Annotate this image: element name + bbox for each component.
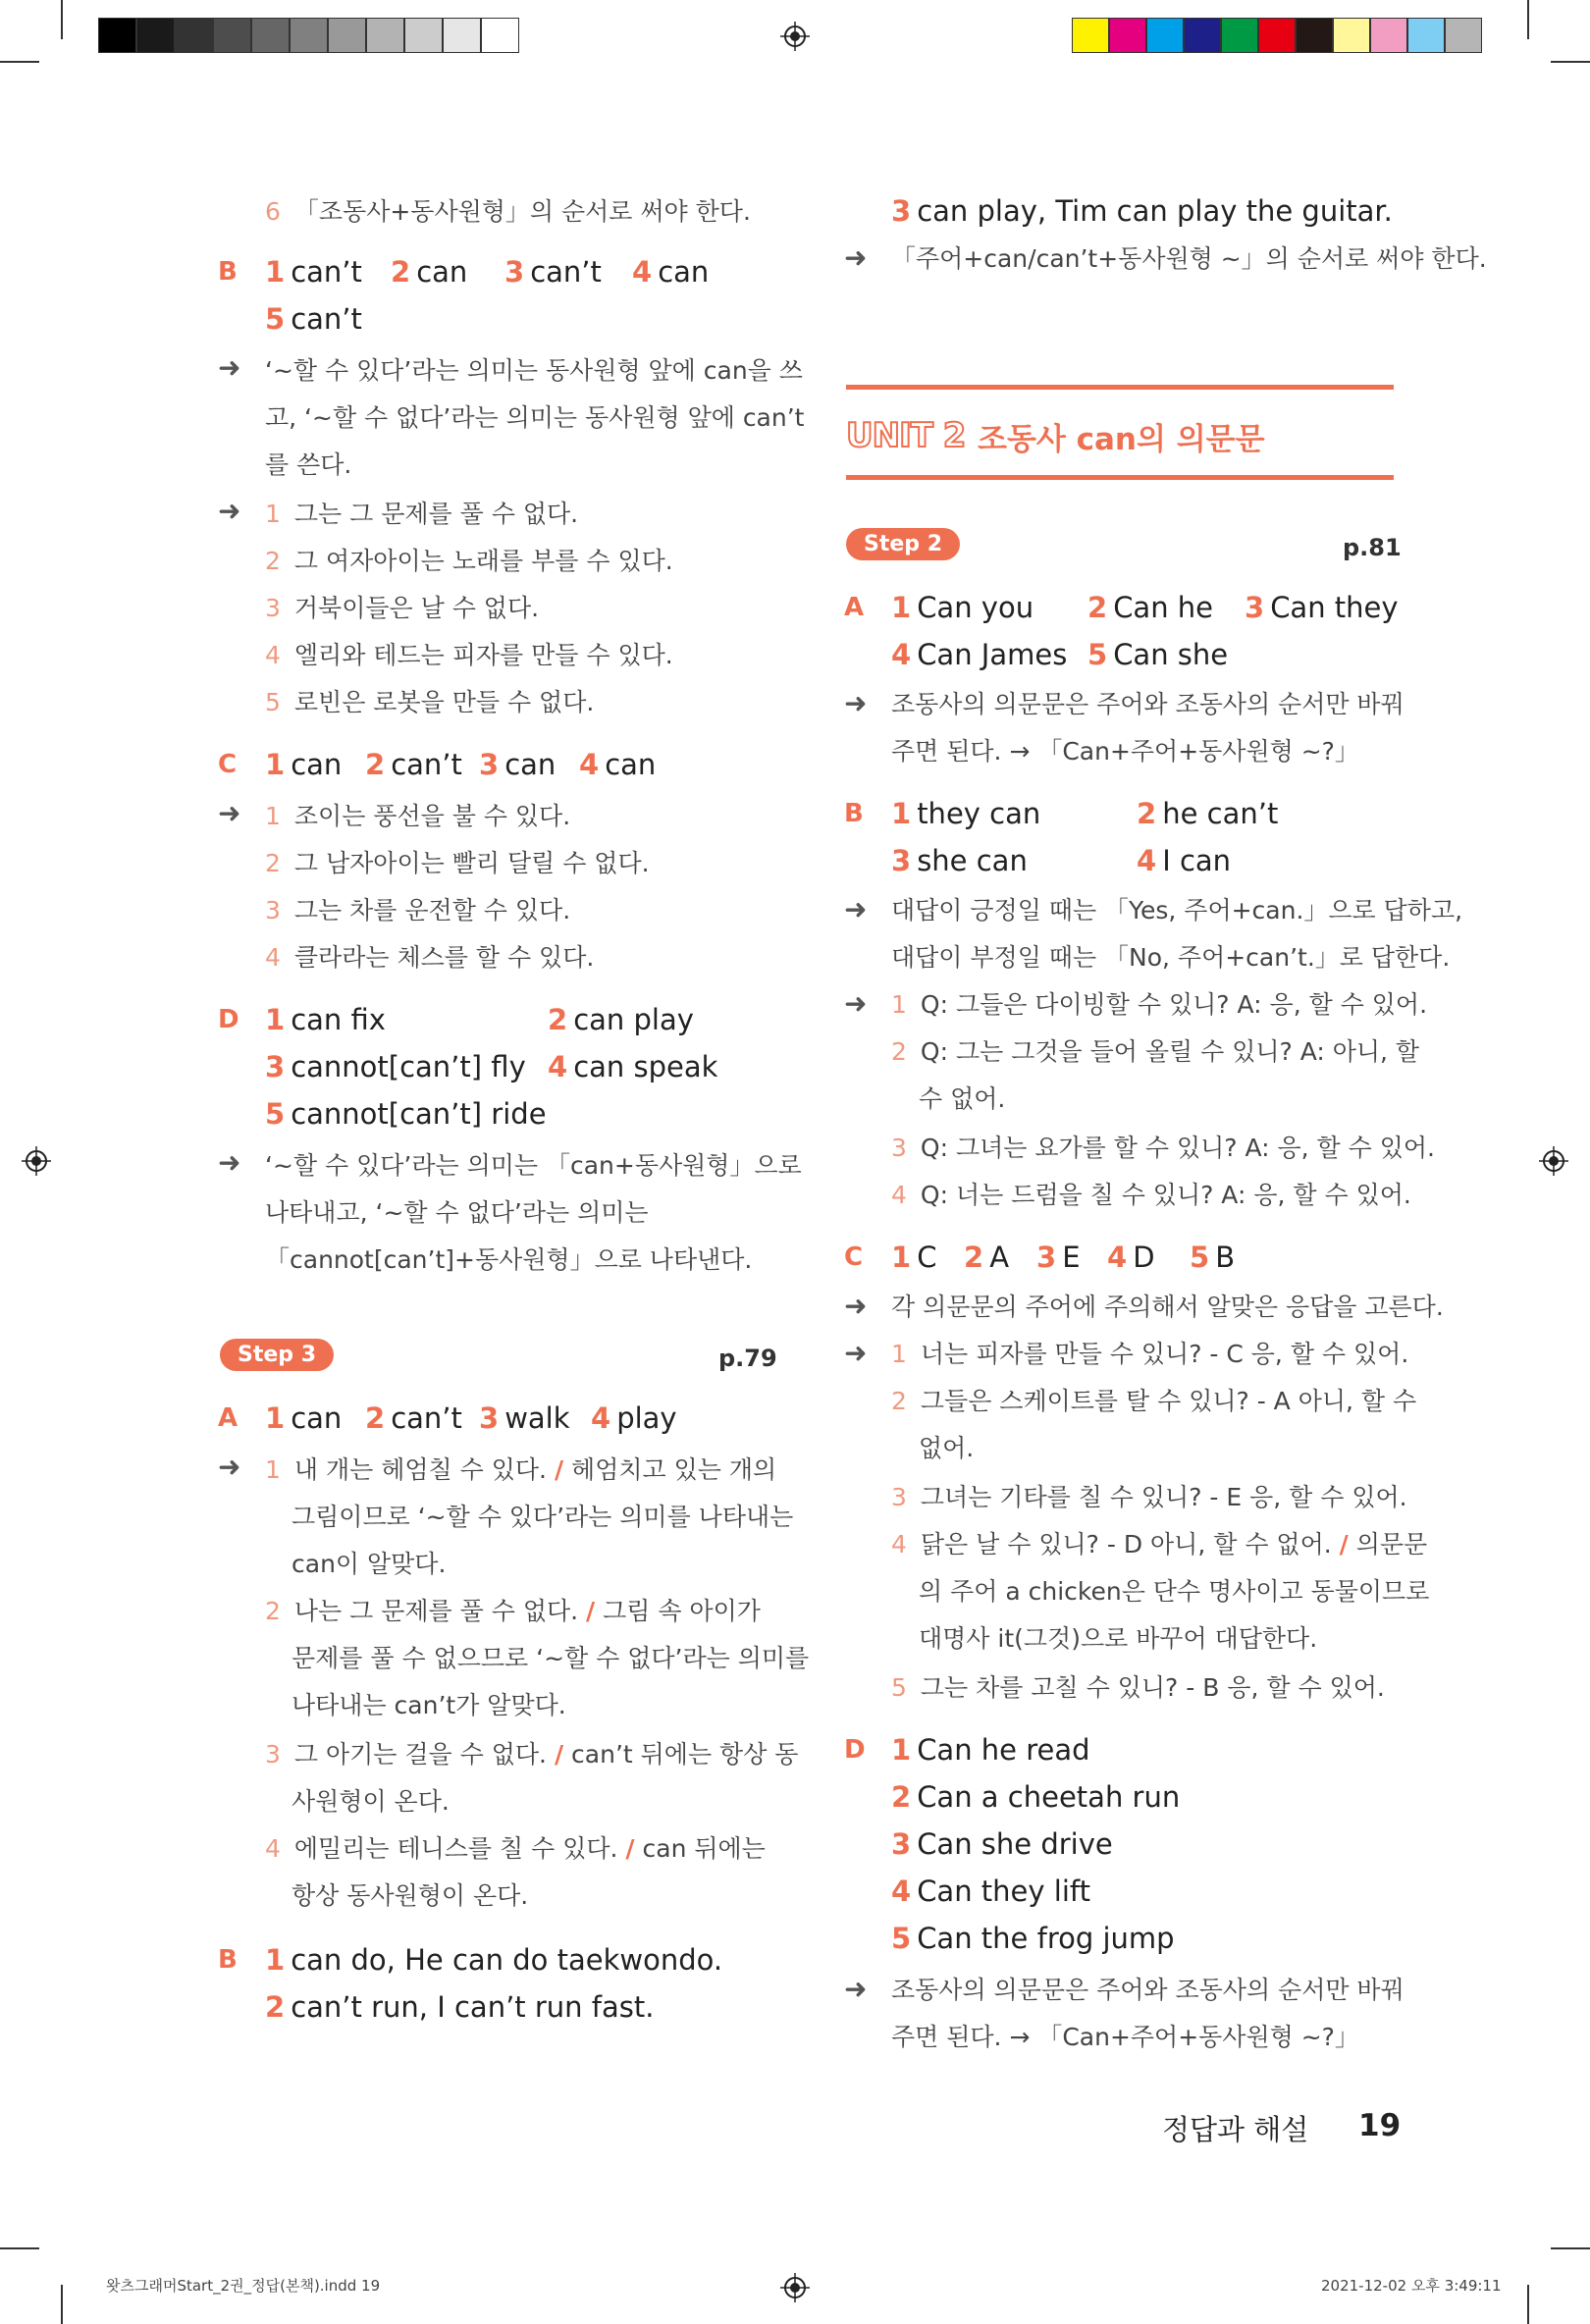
color-swatch (404, 18, 443, 53)
answer-item: 3 E (1036, 1241, 1081, 1274)
translation-line: 1 조이는 풍선을 불 수 있다. (265, 802, 571, 830)
answer-item: 2 can’t (365, 1401, 462, 1435)
answer-item: 3 can (479, 748, 556, 781)
answer-item: 1 they can (891, 797, 1041, 830)
answer-item: 1 can’t (265, 255, 362, 289)
unit-divider-top (846, 385, 1394, 390)
color-swatch (136, 18, 175, 53)
registration-mark-icon (1539, 1146, 1568, 1176)
translation-line: 1 그는 그 문제를 풀 수 없다. (265, 500, 579, 528)
section-letter: C (844, 1242, 864, 1272)
answer-item: 3 cannot[can’t] fly (265, 1050, 526, 1083)
answer-item: 3 can play, Tim can play the guitar. (891, 194, 1393, 228)
step-3-badge: Step 3 (220, 1339, 334, 1371)
translation-line: 5 로빈은 로봇을 만들 수 없다. (265, 688, 595, 716)
translation-line: 수 없어. (919, 1084, 1006, 1113)
answer-item: 3 Can they (1245, 591, 1399, 624)
answer-item: 3 can’t (504, 255, 602, 289)
explanation-line: 「주어+can/can’t+동사원형 ~」의 순서로 써야 한다. (891, 244, 1487, 273)
translation-line: 4 클라라는 체스를 할 수 있다. (265, 943, 595, 972)
registration-mark-icon (780, 2273, 810, 2302)
translation-line: 3 그는 차를 운전할 수 있다. (265, 896, 571, 924)
section-letter: B (844, 799, 864, 828)
translation-line: 3 Q: 그녀는 요가를 할 수 있니? A: 응, 할 수 있어. (891, 1134, 1435, 1162)
section-letter: C (218, 750, 238, 779)
crop-mark (1527, 2285, 1529, 2324)
arrow-icon: ➜ (844, 687, 868, 719)
step-2-badge: Step 2 (846, 528, 960, 560)
translation-line: 2 그 남자아이는 빨리 달릴 수 없다. (265, 849, 650, 877)
explanation-line: 주면 된다. → 「Can+주어+동사원형 ~?」 (891, 737, 1359, 766)
arrow-icon: ➜ (844, 987, 868, 1020)
color-swatch (251, 18, 290, 53)
explanation-line: 그림이므로 ‘~할 수 있다’라는 의미를 나타내는 (292, 1503, 794, 1531)
crop-mark (0, 2247, 39, 2249)
crop-mark (1551, 2247, 1590, 2249)
color-swatch (1109, 18, 1146, 53)
color-swatch (1072, 18, 1109, 53)
answer-item: 3 Can she drive (891, 1827, 1113, 1861)
color-swatch (213, 18, 251, 53)
arrow-icon: ➜ (844, 1290, 868, 1322)
answer-item: 2 can’t run, I can’t run fast. (265, 1990, 655, 2024)
translation-line: 4 엘리와 테드는 피자를 만들 수 있다. (265, 641, 673, 669)
explanation-line: can이 알맞다. (292, 1550, 447, 1578)
explanation-line: 6 「조동사+동사원형」의 순서로 써야 한다. (265, 197, 751, 226)
answer-item: 4 Can James (891, 638, 1068, 671)
translation-line: 2 그 여자아이는 노래를 부를 수 있다. (265, 547, 673, 575)
answer-item: 3 walk (479, 1401, 570, 1435)
crop-mark (1551, 61, 1590, 63)
translation-line: 3 그녀는 기타를 칠 수 있니? - E 응, 할 수 있어. (891, 1483, 1407, 1511)
color-swatch (1407, 18, 1445, 53)
arrow-icon: ➜ (844, 241, 868, 274)
section-letter: D (844, 1735, 866, 1765)
arrow-icon: ➜ (218, 797, 241, 829)
translation-line: 4 닭은 날 수 있니? - D 아니, 할 수 없어. / 의문문 (891, 1530, 1428, 1558)
color-swatch (175, 18, 213, 53)
explanation-line: 3 그 아기는 걸을 수 없다. / can’t 뒤에는 항상 동 (265, 1740, 799, 1769)
page-reference: p.81 (1343, 534, 1402, 561)
answer-item: 4 can (632, 255, 710, 289)
page-number: 19 (1358, 2108, 1402, 2143)
crop-mark (1527, 0, 1529, 39)
answer-item: 1 Can you (891, 591, 1034, 624)
answer-item: 3 she can (891, 844, 1028, 877)
answer-item: 1 can (265, 1401, 343, 1435)
unit-badge: UNIT 2 (846, 416, 966, 455)
explanation-line: 나타내는 can’t가 알맞다. (292, 1691, 566, 1719)
unit-title: 조동사 can의 의문문 (978, 422, 1265, 457)
answer-item: 4 play (591, 1401, 677, 1435)
color-swatch (1258, 18, 1296, 53)
answer-item: 4 D (1107, 1241, 1155, 1274)
answer-item: 4 can (579, 748, 657, 781)
answer-item: 2 he can’t (1137, 797, 1279, 830)
answer-item: 1 can (265, 748, 343, 781)
color-swatch (1146, 18, 1184, 53)
answer-item: 1 can fix (265, 1003, 386, 1036)
section-letter: A (844, 593, 865, 622)
explanation-line: 조동사의 의문문은 주어와 조동사의 순서만 바꿔 (891, 690, 1404, 718)
explanation-line: 나타내고, ‘~할 수 없다’라는 의미는 (265, 1198, 649, 1227)
explanation-line: 4 에밀리는 테니스를 칠 수 있다. / can 뒤에는 (265, 1834, 766, 1863)
color-swatch (1445, 18, 1482, 53)
translation-line: 3 거북이들은 날 수 없다. (265, 594, 540, 622)
answer-item: 2 Can a cheetah run (891, 1780, 1181, 1814)
translation-line: 1 너는 피자를 만들 수 있니? - C 응, 할 수 있어. (891, 1340, 1409, 1368)
registration-mark-icon (780, 22, 810, 51)
explanation-line: 조동사의 의문문은 주어와 조동사의 순서만 바꿔 (891, 1976, 1404, 2004)
answer-item: 5 Can the frog jump (891, 1922, 1175, 1955)
answer-item: 2 can (391, 255, 468, 289)
answer-item: 1 C (891, 1241, 937, 1274)
arrow-icon: ➜ (218, 1451, 241, 1483)
color-swatch (366, 18, 404, 53)
explanation-line: 대답이 부정일 때는 「No, 주어+can’t.」로 답한다. (891, 943, 1451, 972)
answer-item: 5 Can she (1087, 638, 1229, 671)
page-reference: p.79 (718, 1345, 777, 1372)
registration-mark-icon (22, 1146, 51, 1176)
explanation-line: 고, ‘~할 수 없다’라는 의미는 동사원형 앞에 can’t (265, 403, 805, 432)
section-letter: A (218, 1403, 238, 1433)
explanation-line: 항상 동사원형이 온다. (292, 1881, 529, 1910)
arrow-icon: ➜ (218, 351, 241, 384)
answer-item: 4 can speak (548, 1050, 718, 1083)
translation-line: 없어. (919, 1434, 975, 1462)
section-letter: B (218, 1945, 238, 1975)
color-swatch (1184, 18, 1221, 53)
answer-item: 5 cannot[can’t] ride (265, 1097, 547, 1131)
color-swatch (1370, 18, 1407, 53)
unit-divider-bottom (846, 475, 1394, 480)
explanation-line: 2 나는 그 문제를 풀 수 없다. / 그림 속 아이가 (265, 1597, 761, 1625)
crop-mark (61, 0, 63, 39)
translation-line: 4 Q: 너는 드럼을 칠 수 있니? A: 응, 할 수 있어. (891, 1181, 1411, 1209)
answer-item: 4 Can they lift (891, 1875, 1090, 1908)
translation-line: 2 Q: 그는 그것을 들어 올릴 수 있니? A: 아니, 할 (891, 1037, 1420, 1066)
answer-item: 2 Can he (1087, 591, 1214, 624)
color-swatch (1221, 18, 1258, 53)
color-swatch (1296, 18, 1333, 53)
translation-line: 1 Q: 그들은 다이빙할 수 있니? A: 응, 할 수 있어. (891, 990, 1428, 1019)
crop-mark (61, 2285, 63, 2324)
translation-line: 대명사 it(그것)으로 바꾸어 대답한다. (919, 1624, 1318, 1653)
explanation-line: 를 쓴다. (265, 450, 352, 479)
answer-item: 4 I can (1137, 844, 1232, 877)
section-letter: D (218, 1005, 239, 1034)
color-swatch (98, 18, 136, 53)
explanation-line: 사원형이 온다. (292, 1787, 450, 1816)
color-swatch (328, 18, 366, 53)
explanation-line: 대답이 긍정일 때는 「Yes, 주어+can.」으로 답하고, (891, 896, 1463, 924)
answer-item: 5 can’t (265, 302, 362, 336)
arrow-icon: ➜ (218, 495, 241, 527)
color-swatch (443, 18, 481, 53)
color-swatch (481, 18, 519, 53)
translation-line: 2 그들은 스케이트를 탈 수 있니? - A 아니, 할 수 (891, 1387, 1417, 1415)
section-letter: B (218, 257, 238, 287)
explanation-line: 「cannot[can’t]+동사원형」으로 나타낸다. (265, 1245, 753, 1274)
color-swatch (1333, 18, 1370, 53)
answer-item: 1 can do, He can do taekwondo. (265, 1943, 723, 1977)
color-swatch (290, 18, 328, 53)
explanation-line: 각 의문문의 주어에 주의해서 알맞은 응답을 고른다. (891, 1293, 1444, 1321)
explanation-line: ‘~할 수 있다’라는 의미는 「can+동사원형」으로 (265, 1151, 802, 1180)
answer-item: 2 can play (548, 1003, 694, 1036)
answer-item: 1 Can he read (891, 1733, 1090, 1767)
explanation-line: ‘~할 수 있다’라는 의미는 동사원형 앞에 can을 쓰 (265, 356, 803, 385)
answer-item: 2 A (964, 1241, 1010, 1274)
explanation-line: 주면 된다. → 「Can+주어+동사원형 ~?」 (891, 2023, 1359, 2051)
arrow-icon: ➜ (844, 893, 868, 925)
answer-item: 2 can’t (365, 748, 462, 781)
footer-label: 정답과 해설 (1162, 2113, 1309, 2146)
crop-mark (0, 61, 39, 63)
slug-timestamp: 2021-12-02 오후 3:49:11 (1321, 2277, 1502, 2295)
arrow-icon: ➜ (218, 1146, 241, 1179)
translation-line: 의 주어 a chicken은 단수 명사이고 동물이므로 (919, 1577, 1430, 1606)
translation-line: 5 그는 차를 고칠 수 있니? - B 응, 할 수 있어. (891, 1673, 1385, 1702)
explanation-line: 1 내 개는 헤엄칠 수 있다. / 헤엄치고 있는 개의 (265, 1455, 777, 1484)
arrow-icon: ➜ (844, 1337, 868, 1369)
explanation-line: 문제를 풀 수 없으므로 ‘~할 수 없다’라는 의미를 (292, 1644, 810, 1672)
arrow-icon: ➜ (844, 1973, 868, 2005)
answer-item: 5 B (1190, 1241, 1236, 1274)
slug-filename: 왓츠그래머Start_2권_정답(본책).indd 19 (106, 2277, 381, 2295)
